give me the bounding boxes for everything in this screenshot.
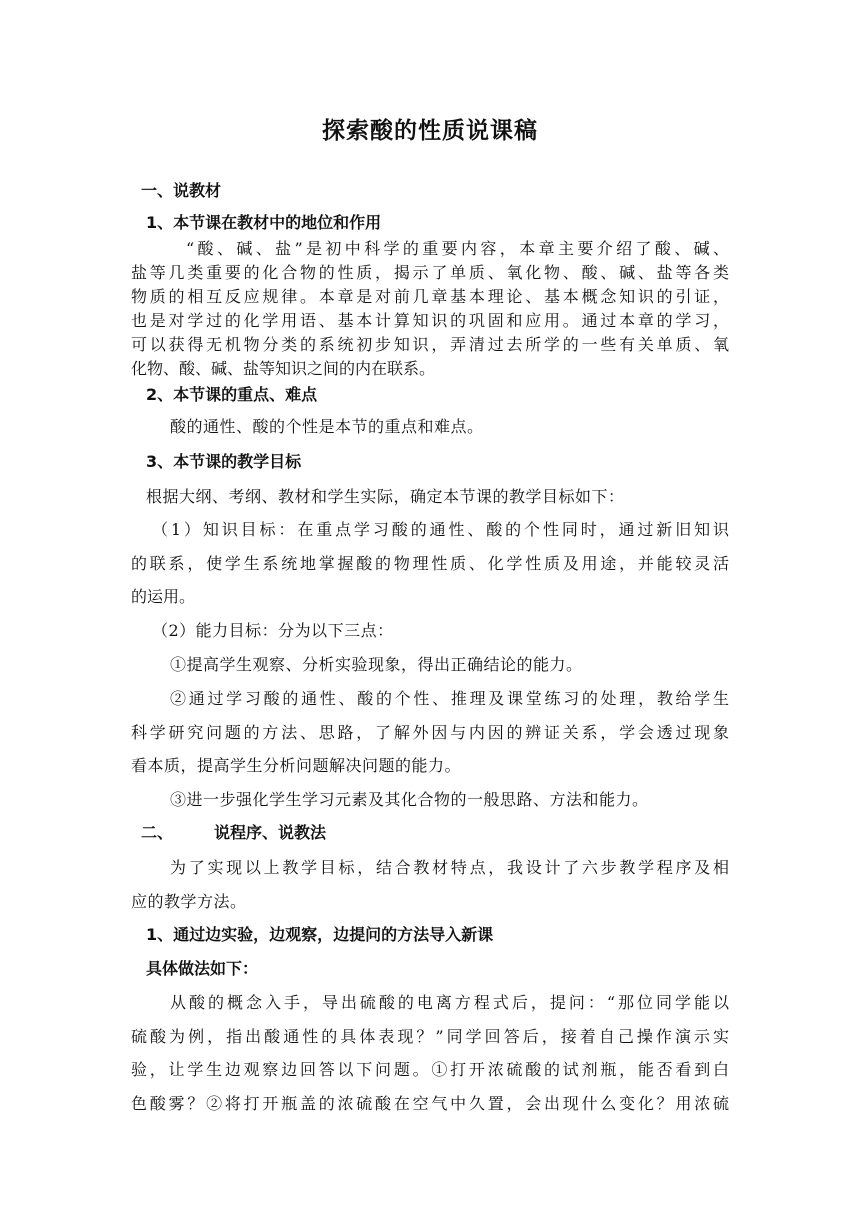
paragraph-line: 物质的相互反应规律。本章是对前几章基本理论、基本概念知识的引证， [131, 287, 729, 306]
paragraph-line: “酸、碱、盐”是初中科学的重要内容，本章主要介绍了酸、碱、 [186, 239, 729, 258]
paragraph-line: 为了实现以上教学目标，结合教材特点，我设计了六步教学程序及相 [170, 858, 729, 877]
paragraph-line: ①提高学生观察、分析实验现象，得出正确结论的能力。 [170, 655, 583, 674]
document-title: 探索酸的性质说课稿 [322, 118, 538, 144]
subheading-2: 2、本节课的重点、难点 [146, 385, 318, 404]
paragraph-line: 验，让学生边观察边回答以下问题。①打开浓硫酸的试剂瓶，能否看到白 [131, 1060, 729, 1079]
paragraph-line: 的联系，使学生系统地掌握酸的物理性质、化学性质及用途，并能较灵活 [131, 554, 729, 573]
paragraph-line: （1）知识目标：在重点学习酸的通性、酸的个性同时，通过新旧知识 [152, 520, 729, 539]
subheading-1: 1、本节课在教材中的地位和作用 [146, 213, 382, 232]
paragraph-line: 根据大纲、考纲、教材和学生实际，确定本节课的教学目标如下： [146, 487, 625, 506]
subheading-3: 3、本节课的教学目标 [146, 452, 302, 471]
paragraph-line: ③进一步强化学生学习元素及其化合物的一般思路、方法和能力。 [170, 790, 649, 809]
paragraph-line: 硫酸为例，指出酸通性的具体表现？”同学回答后，接着自己操作演示实 [131, 1027, 729, 1046]
subheading-4: 1、通过边实验，边观察，边提问的方法导入新课 [146, 925, 494, 944]
paragraph-line: 酸的通性、酸的个性是本节的重点和难点。 [170, 417, 484, 436]
paragraph-line: （2）能力目标：分为以下三点： [152, 621, 394, 640]
paragraph-line: 盐等几类重要的化合物的性质，揭示了单质、氧化物、酸、碱、盐等各类 [131, 263, 729, 282]
paragraph-line: ②通过学习酸的通性、酸的个性、推理及课堂练习的处理，教给学生 [170, 689, 729, 708]
paragraph-line: 色酸雾？②将打开瓶盖的浓硫酸在空气中久置，会出现什么变化？用浓硫 [131, 1094, 729, 1113]
section-number-2: 二、 [141, 823, 174, 842]
paragraph-line: 从酸的概念入手，导出硫酸的电离方程式后，提问：“那位同学能以 [170, 993, 729, 1012]
paragraph-line: 科学研究问题的方法、思路，了解外因与内因的辨证关系，学会透过现象 [131, 723, 729, 742]
section-heading-1: 一、说教材 [141, 181, 222, 200]
paragraph-line: 也是对学过的化学用语、基本计算知识的巩固和应用。通过本章的学习， [131, 311, 729, 330]
paragraph-line: 应的教学方法。 [131, 892, 247, 911]
paragraph-line: 看本质，提高学生分析问题解决问题的能力。 [131, 756, 462, 775]
subheading-4-label: 具体做法如下： [146, 959, 259, 978]
section-heading-2: 说程序、说教法 [214, 823, 327, 842]
paragraph-line: 可以获得无机物分类的系统初步知识，弄清过去所学的一些有关单质、氧 [131, 335, 729, 354]
paragraph-line: 化物、酸、碱、盐等知识之间的内在联系。 [131, 359, 436, 378]
paragraph-line: 的运用。 [131, 587, 196, 606]
